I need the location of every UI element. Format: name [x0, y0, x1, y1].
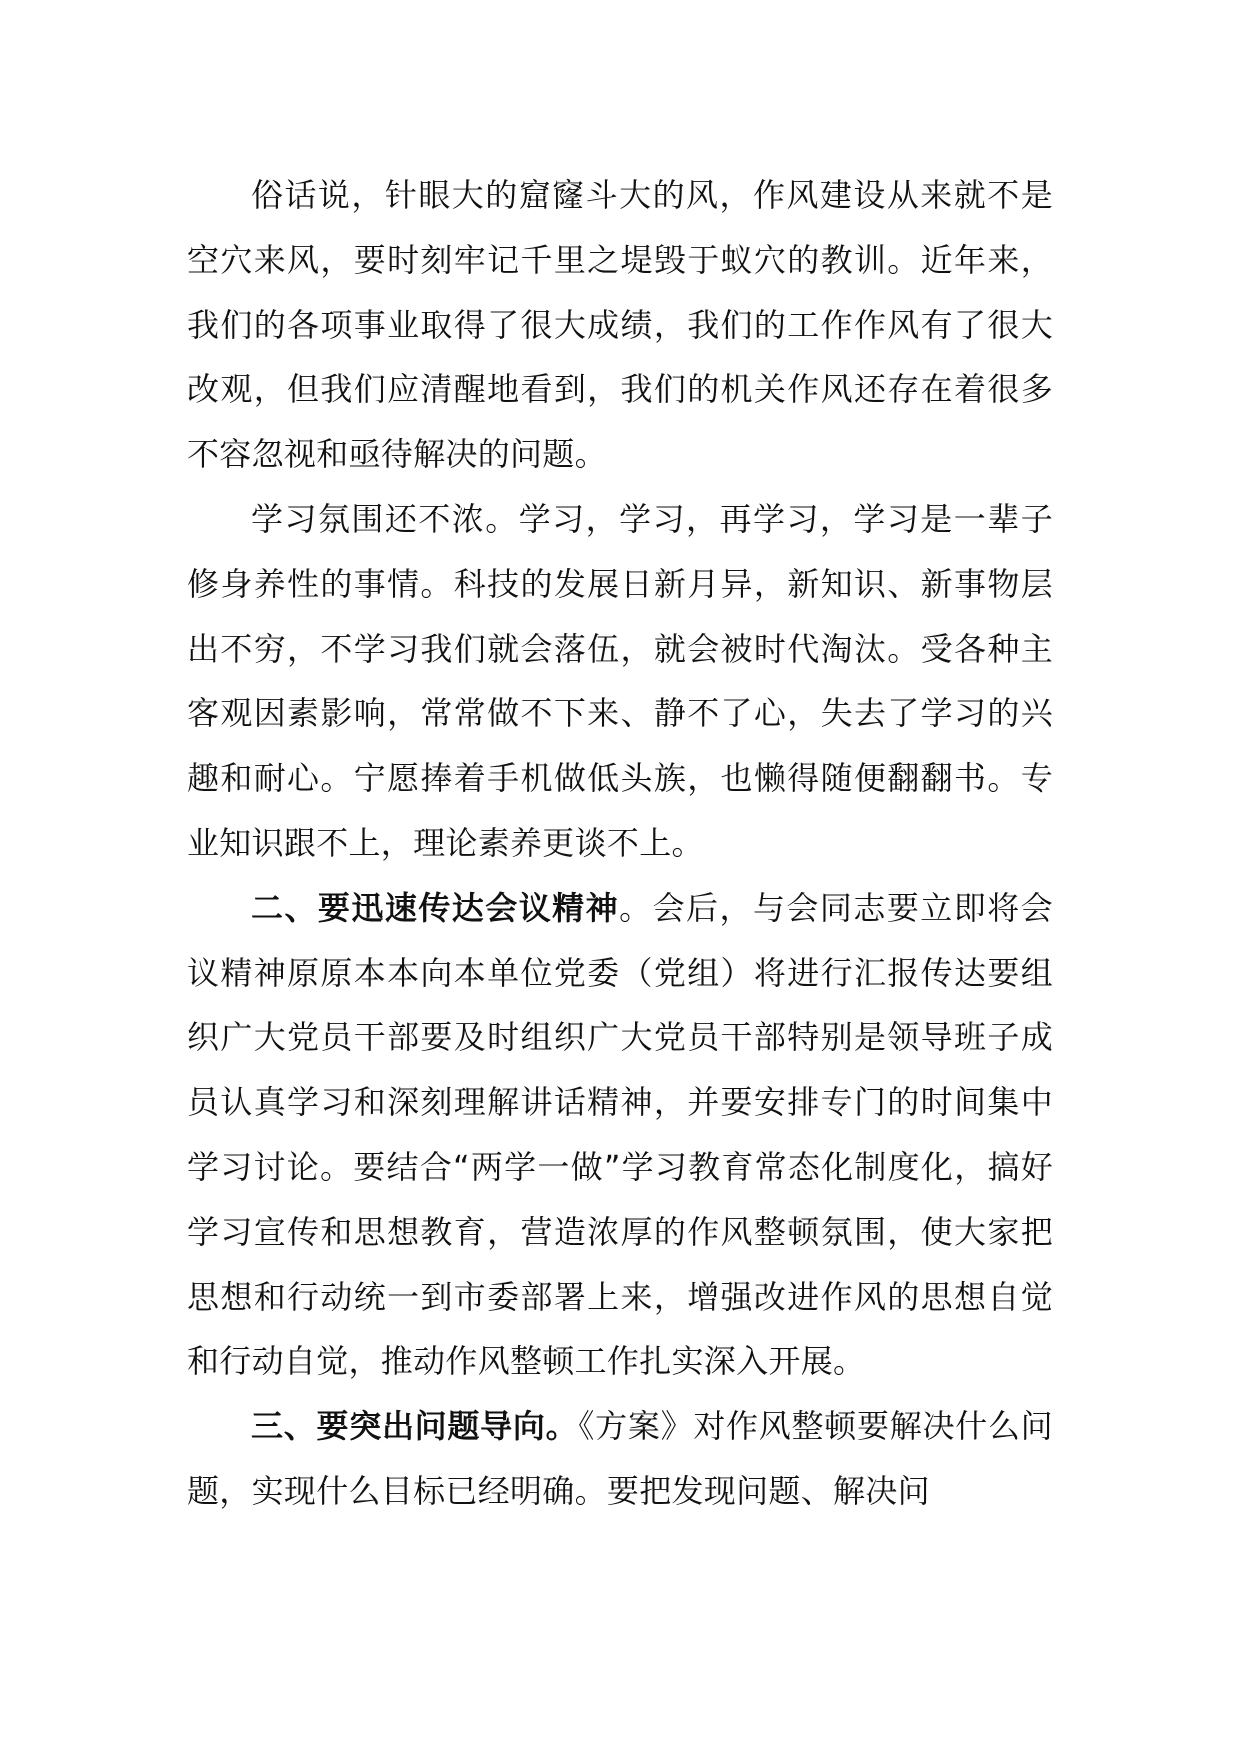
paragraph-heading: 三、要突出问题导向。: [251, 1407, 579, 1446]
paragraph-study-atmosphere: [187, 487, 1053, 876]
paragraph-text: 学习氛围还不浓。学习，学习，再学习，学习是一辈子修身养性的事情。科技的发展日新月异，新知识、新事物层出不穷，不学习我们就会落伍，就会被时代淘汰。受各种主客观因素影响，常常做不下来、静不了心，失去了学习的兴趣和耐心。宁愿捧着手机做低头族，也懒得随便翻翻书。专业知识跟不上，理论素养更谈不上。: [187, 499, 1053, 862]
paragraph-heading: 二、要迅速传达会议精神: [251, 888, 620, 927]
paragraph-text: 。会后，与会同志要立即将会议精神原原本本向本单位党委（党组）将进行汇报传达要组织广大党员干部要及时组织广大党员干部特别是领导班子成员认真学习和深刻理解讲话精神，并要安排专门的时间集中学习讨论。要结合“两学一做”学习教育常态化制度化，搞好学习宣传和思想教育，营造浓厚的作风整顿氛围，使大家把思想和行动统一到市委部署上来，增强改进作风的思想自觉和行动自觉，推动作风整顿工作扎实深入开展。: [187, 888, 1053, 1381]
paragraph-convey-spirit: [187, 876, 1053, 1394]
paragraph-proverb: [187, 163, 1053, 487]
paragraph-problem-orientation: [187, 1394, 1053, 1524]
paragraph-text: 《方案》对作风整顿要解决什么问题，实现什么目标已经明确。要把发现问题、解决问: [187, 1407, 1053, 1510]
paragraph-text: 俗话说，针眼大的窟窿斗大的风，作风建设从来就不是空穴来风，要时刻牢记千里之堤毁于蚁穴的教训。近年来，我们的各项事业取得了很大成绩，我们的工作作风有了很大改观，但我们应清醒地看到，我们的机关作风还存在着很多不容忽视和亟待解决的问题。: [187, 176, 1053, 474]
document-body: [187, 163, 1053, 1524]
